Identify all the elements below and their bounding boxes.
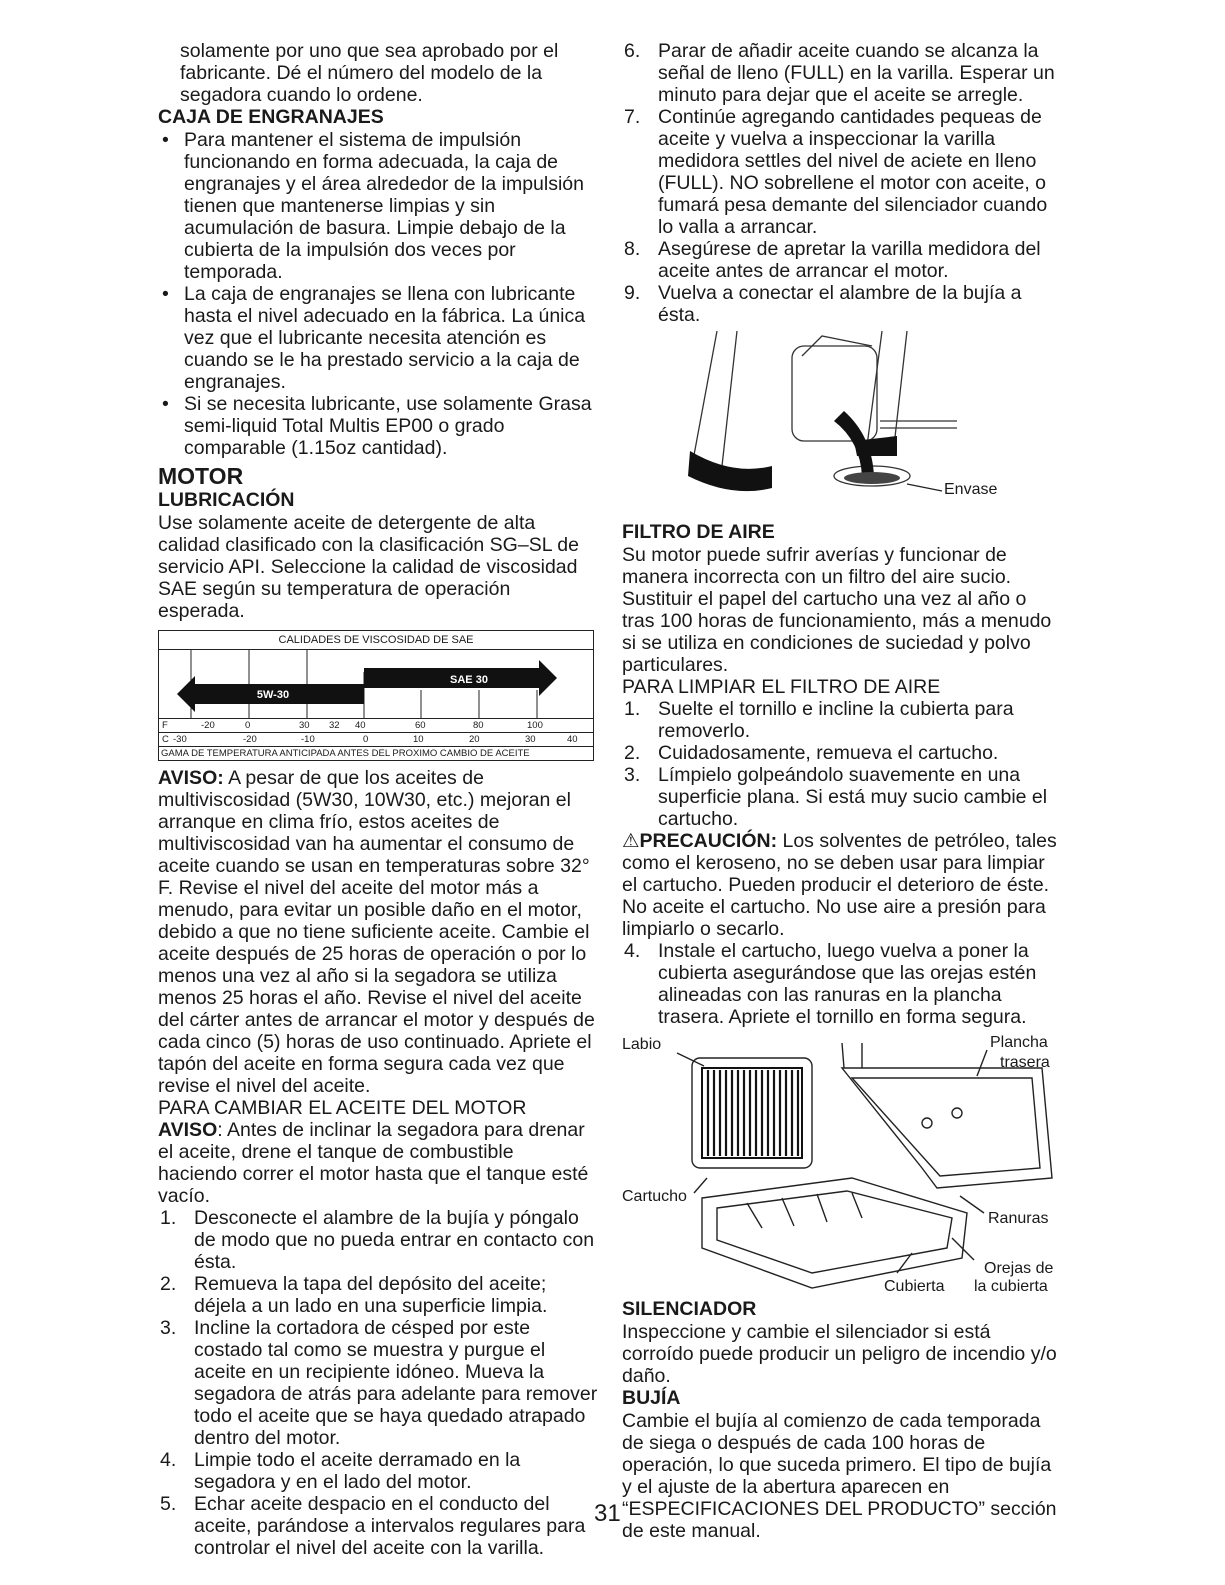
air-filter-paragraph: Su motor puede sufrir averías y funcionar de manera incorrecta con un filtro del aire sucio. Sustituir el papel del cartucho una vez al año o tras 100 horas de funcionamiento, más a menudo si se utiliza en condiciones de suciedad y polvo particulares. bbox=[622, 544, 1052, 676]
list-item: • Si se necesita lubricante, use solamente Grasa semi-liquid Total Multis EP00 o grado comparable (1.15oz cantidad). bbox=[158, 393, 598, 459]
list-item: • La caja de engranajes se llena con lubricante hasta el nivel adecuado en la fábrica. La única vez que el lubricante necesita atención es cuando se le ha prestado servicio a la caja de engranajes. bbox=[158, 283, 598, 393]
lubrication-paragraph: Use solamente aceite de detergente de alta calidad clasificado con la clasificación SG–SL de servicio API. Seleccione la calidad de viscosidad SAE según su temperatura de operación esperada. bbox=[158, 512, 579, 622]
ranuras-label: Ranuras bbox=[988, 1210, 1049, 1227]
air-filter-illustration bbox=[622, 1028, 1060, 1298]
right-column bbox=[622, 40, 1060, 1542]
celsius-scale: C -30 -20 -10 0 10 20 30 40 bbox=[159, 732, 593, 746]
motor-heading: MOTOR bbox=[158, 463, 244, 489]
lubrication-heading: LUBRICACIÓN bbox=[158, 489, 295, 511]
gearbox-heading: CAJA DE ENGRANAJES bbox=[158, 106, 384, 128]
list-item: 2. Remueva la tapa del depósito del aceite; déjela a un lado en una superficie limpia. bbox=[160, 1273, 548, 1317]
chart-title: CALIDADES DE VISCOSIDAD DE SAE bbox=[159, 631, 593, 650]
silencer-paragraph: Inspeccione y cambie el silenciador si está corroído puede producir un peligro de incendio y/o daño. bbox=[622, 1321, 1057, 1387]
oil-fill-steps bbox=[622, 40, 1060, 326]
labio-label: Labio bbox=[622, 1036, 662, 1053]
cartucho-label: Cartucho bbox=[622, 1188, 687, 1205]
change-oil-heading: PARA CAMBIAR EL ACEITE DEL MOTOR bbox=[158, 1097, 527, 1119]
list-item: 4. Limpie todo el aceite derramado en la segadora y en el lado del motor. bbox=[160, 1449, 521, 1493]
list-item: 9. Vuelva a conectar el alambre de la bujía a ésta. bbox=[624, 282, 1022, 326]
bullet: • bbox=[162, 283, 169, 305]
5w30-label: 5W-30 bbox=[256, 689, 290, 701]
envase-label: Envase bbox=[944, 481, 998, 498]
aviso2-paragraph: AVISO: Antes de inclinar la segadora para drenar el aceite, drene el tanque de combustible haciendo correr el motor hasta que el tanque esté vacío. bbox=[158, 1119, 589, 1207]
clean-filter-steps bbox=[622, 698, 1060, 830]
intro-paragraph: solamente por uno que sea aprobado por el fabricante. Dé el número del modelo de la segadora cuando lo ordene. bbox=[180, 40, 559, 106]
oil-change-steps bbox=[158, 1207, 598, 1559]
spark-plug-heading: BUJÍA bbox=[622, 1387, 681, 1409]
trasera-label: trasera bbox=[1000, 1054, 1050, 1071]
air-filter-heading: FILTRO DE AIRE bbox=[622, 521, 775, 543]
oil-drain-figure bbox=[622, 326, 1060, 521]
orejas-label: Orejas de bbox=[984, 1260, 1054, 1277]
list-item: 8. Asegúrese de apretar la varilla medidora del aceite antes de arrancar el motor. bbox=[624, 238, 1041, 282]
la-cubierta-label: la cubierta bbox=[974, 1278, 1048, 1295]
pleated-cartridge bbox=[702, 1068, 802, 1158]
spark-plug-paragraph: Cambie el bujía al comienzo de cada temporada de siega o después de cada 100 horas de operación, lo que suceda primero. El tipo de bujía y el ajuste de la abertura aparecen en “ESPECIFICACIONES DEL PRODUCTO” sección de este manual. bbox=[622, 1410, 1057, 1542]
bullet: • bbox=[162, 129, 169, 151]
viscosity-chart bbox=[158, 630, 594, 761]
air-filter-figure bbox=[622, 1028, 1060, 1298]
plancha-label: Plancha bbox=[990, 1034, 1048, 1051]
list-item: 2. Cuidadosamente, remueva el cartucho. bbox=[624, 742, 999, 764]
caution-paragraph: ⚠PRECAUCIÓN: Los solventes de petróleo, tales como el keroseno, no se deben usar para limpiar el cartucho. Pueden producir el deterioro de éste. No aceite el cartucho. No use aire a presión para limpiarlo o secarlo. bbox=[622, 830, 1057, 940]
clean-filter-heading: PARA LIMPIAR EL FILTRO DE AIRE bbox=[622, 676, 941, 698]
list-item: 7. Continúe agregando cantidades pequeas de aceite y vuelva a inspeccionar la varilla medidora settles del nivel de aciete en lleno (FULL). NO sobrellene el motor con aceite, o fumará pesa demante del silenciador cuando lo valla a arrancar. bbox=[624, 106, 1048, 238]
list-item: 3. Límpielo golpeándolo suavemente en una superficie plana. Si está muy sucio cambie el cartucho. bbox=[624, 764, 1048, 830]
bullet: • bbox=[162, 393, 169, 415]
aviso-paragraph: AVISO: A pesar de que los aceites de multiviscosidad (5W30, 10W30, etc.) mejoran el arranque en clima frío, estos aceites de multiviscosidad van ha aumentar el consumo de aceite cuando se usan en temperaturas sobre 32° F. Revise el nivel del aceite del motor más a menudo, para evitar un posible daño en el motor, debido a que no tiene suficiente aceite. Cambie el aceite después de 25 horas de operación o por lo menos una vez al año si la segadora se utiliza menos 25 horas el año. Revise el nivel del aceite del cárter antes de arrancar el motor y después de cada cinco (5) horas de uso continuado. Apriete el tapón del aceite en forma segura cada vez que revise el nivel del aceite. bbox=[158, 767, 595, 1097]
list-item: 6. Parar de añadir aceite cuando se alcanza la señal de lleno (FULL) en la varilla. Esperar un minuto para dejar que el aceite se arregle. bbox=[624, 40, 1055, 106]
fahrenheit-scale: F -20 0 30 32 40 60 80 100 bbox=[159, 718, 593, 732]
left-column bbox=[158, 40, 598, 1559]
silencer-heading: SILENCIADOR bbox=[622, 1298, 757, 1320]
page-number: 31 bbox=[594, 1500, 621, 1527]
gearbox-list bbox=[158, 129, 598, 459]
list-item: 5. Echar aceite despacio en el conducto del aceite, parándose a intervalos regulares para controlar el nivel del aceite con la varilla. bbox=[160, 1493, 586, 1559]
warning-icon: ⚠ bbox=[622, 830, 640, 852]
viscosity-bars bbox=[159, 650, 593, 718]
chart-footer: GAMA DE TEMPERATURA ANTICIPADA ANTES DEL PROXIMO CAMBIO DE ACEITE bbox=[159, 746, 593, 760]
sae30-label: SAE 30 bbox=[450, 674, 488, 686]
list-item: 1. Desconecte el alambre de la bujía y póngalo de modo que no pueda entrar en contacto con ésta. bbox=[160, 1207, 595, 1273]
list-item: 1. Suelte el tornillo e incline la cubierta para removerlo. bbox=[624, 698, 1014, 742]
list-item: 4. Instale el cartucho, luego vuelva a poner la cubierta asegurándose que las orejas estén alineadas con las ranuras en la plancha trasera. Apriete el tornillo en forma segura. bbox=[624, 940, 1037, 1028]
list-item: 3. Incline la cortadora de césped por este costado tal como se muestra y purgue el aceite en un recipiente idóneo. Mueva la segadora de atrás para adelante para remover todo el aceite que se haya quedado atrapado dentro del motor. bbox=[160, 1317, 598, 1449]
list-item: • Para mantener el sistema de impulsión funcionando en forma adecuada, la caja de engranajes y el área alrededor de la impulsión tienen que mantenerse limpias y sin acumulación de basura. Limpie debajo de la cubierta de la impulsión dos veces por temporada. bbox=[158, 129, 598, 283]
cubierta-label: Cubierta bbox=[884, 1278, 945, 1295]
